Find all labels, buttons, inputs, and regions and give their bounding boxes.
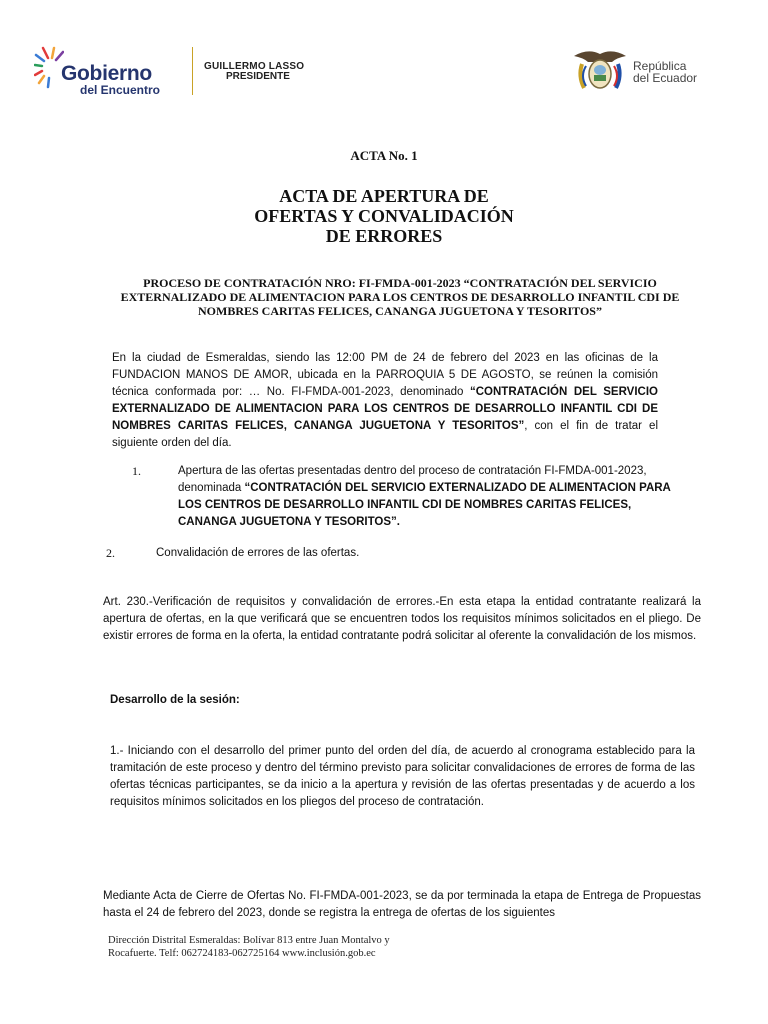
- agenda-item-1-text-a: Apertura de las ofertas presentadas dentro del proceso de contratación FI-FMDA-001-2023, denominada: [178, 465, 647, 494]
- agenda-item-1-text: [178, 463, 678, 531]
- session-heading: Desarrollo de la sesión:: [110, 694, 240, 706]
- page-footer: [108, 934, 468, 960]
- coat-of-arms-icon: [570, 46, 630, 94]
- article-paragraph: Art. 230.-Verificación de requisitos y convalidación de errores.-En esta etapa la entidad contratante realizará la apertura de ofertas, en la que verificará que se encuentren todos los requisitos mínimos solicitados en el pliego. De existir errores de forma en la oferta, la entidad contratante podrá solicitar al oferente la convalidación de los mismos.: [103, 596, 701, 642]
- page-header: [0, 0, 768, 110]
- intro-paragraph: [112, 350, 658, 452]
- title-line-1: ACTA DE APERTURA DE: [279, 186, 489, 206]
- agenda-item-2-number: 2.: [106, 546, 115, 560]
- intro-text-b: “CONTRATACIÓN DEL SERVICIO EXTERNALIZADO DE ALIMENTACION PARA LOS CENTROS DE DESARROLLO INFANTIL CDI DE NOMBRES CARITAS FELICES, CANANGA JUGUETONA Y TESORITOS”: [112, 386, 658, 432]
- gobierno-rays-icon: [34, 44, 64, 98]
- intro-text-a: En la ciudad de Esmeraldas, siendo las 12:00 PM de 24 de febrero del 2023 en las oficinas de la FUNDACION MANOS DE AMOR, ubicada en la PARROQUIA 5 DE AGOSTO, se reúnen la comisión técnica conformada por: … No. FI-FMDA-001-2023, denominado: [112, 352, 658, 398]
- republica-line1: República: [633, 59, 687, 73]
- agenda-item-2-text: Convalidación de errores de las ofertas.: [156, 547, 360, 559]
- gobierno-sub: del Encuentro: [80, 83, 161, 97]
- republica-line2: del Ecuador: [633, 71, 698, 85]
- title-line-2: OFERTAS Y CONVALIDACIÓN: [254, 206, 514, 226]
- president-name: GUILLERMO LASSO: [204, 61, 305, 72]
- president-role: PRESIDENTE: [226, 71, 290, 82]
- footer-line-1: Dirección Distrital Esmeraldas: Bolívar 813 entre Juan Montalvo y: [108, 935, 390, 946]
- document-title: [0, 186, 768, 246]
- header-divider: [192, 47, 193, 95]
- process-heading: PROCESO DE CONTRATACIÓN NRO: FI-FMDA-001-2023 “CONTRATACIÓN DEL SERVICIO EXTERNALIZADO DE ALIMENTACION PARA LOS CENTROS DE DESARROLLO INFANTIL CDI DE NOMBRES CARITAS FELICES, CANANGA JUGUETONA Y TESORITOS”: [120, 276, 680, 318]
- agenda-item-1-text-b: “CONTRATACIÓN DEL SERVICIO EXTERNALIZADO DE ALIMENTACION PARA LOS CENTROS DE DESARROLLO INFANTIL CDI DE NOMBRES CARITAS FELICES, CANANGA JUGUETONA Y TESORITOS”.: [178, 482, 671, 528]
- point-1-paragraph: 1.- Iniciando con el desarrollo del primer punto del orden del día, de acuerdo al cronograma establecido para la tramitación de este proceso y dentro del término previsto para solicitar convalidaciones de errores de forma de las ofertas técnicas participantes, se da inicio a la apertura y revisión de las ofertas presentadas y de acuerdo a los requisitos mínimos solicitados en los pliegos del proceso de contratación.: [110, 745, 695, 808]
- gobierno-word: Gobierno: [61, 62, 152, 85]
- gobierno-logo: [34, 44, 184, 100]
- closing-paragraph: Mediante Acta de Cierre de Ofertas No. FI-FMDA-001-2023, se da por terminada la etapa de Entrega de Propuestas hasta el 24 de febrero del 2023, donde se registra la entrega de ofertas de los siguientes: [103, 890, 701, 919]
- title-line-3: DE ERRORES: [325, 226, 443, 246]
- footer-line-2: Rocafuerte. Telf: 062724183-062725164 www.inclusión.gob.ec: [108, 948, 376, 959]
- president-block: [204, 62, 304, 82]
- acta-number: ACTA No. 1: [350, 148, 418, 163]
- intro-text-c: , con el fin de tratar el siguiente orden del día.: [112, 420, 658, 449]
- agenda-item-1-number: 1.: [132, 464, 141, 478]
- republica-label: [633, 60, 697, 84]
